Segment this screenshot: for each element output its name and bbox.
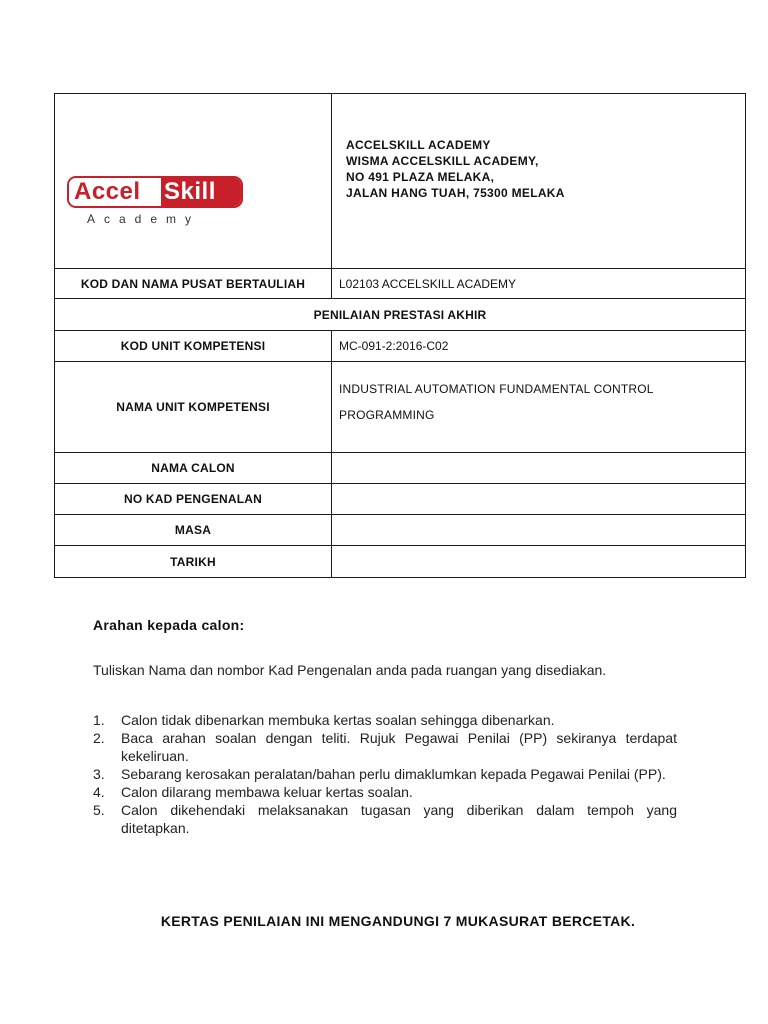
address-line-2: WISMA ACCELSKILL ACADEMY,	[346, 154, 539, 168]
accelskill-logo	[67, 176, 243, 226]
ic-label: NO KAD PENGENALAN	[55, 484, 332, 515]
logo-text-accel: Accel	[69, 178, 166, 206]
list-item-text: Calon dikehendaki melaksanakan tugasan yang diberikan dalam tempoh yang ditetapkan.	[121, 802, 677, 836]
unit-code-label: KOD UNIT KOMPETENSI	[55, 331, 332, 362]
center-label: KOD DAN NAMA PUSAT BERTAULIAH	[55, 269, 332, 299]
center-row	[55, 269, 746, 299]
list-item-text: Calon dilarang membawa keluar kertas soalan.	[121, 784, 413, 800]
address-cell	[332, 94, 746, 269]
address-line-4: JALAN HANG TUAH, 75300 MELAKA	[346, 186, 565, 200]
center-value: L02103 ACCELSKILL ACADEMY	[332, 269, 746, 299]
time-row	[55, 515, 746, 546]
address-line-1: ACCELSKILL ACADEMY	[346, 138, 491, 152]
list-item	[93, 801, 677, 837]
list-item-number: 2.	[93, 730, 105, 746]
candidate-row	[55, 453, 746, 484]
time-label: MASA	[55, 515, 332, 546]
list-item-number: 5.	[93, 802, 105, 818]
unit-code-value: MC-091-2:2016-C02	[332, 331, 746, 362]
unit-name-value	[332, 362, 746, 453]
assessment-form-table	[54, 93, 746, 578]
date-label: TARIKH	[55, 546, 332, 578]
candidate-field[interactable]	[332, 453, 746, 484]
list-item	[93, 783, 677, 801]
header-row	[55, 94, 746, 269]
list-item	[93, 729, 677, 765]
list-item	[93, 711, 677, 729]
list-item-number: 1.	[93, 712, 105, 728]
ic-row	[55, 484, 746, 515]
unit-name-row	[55, 362, 746, 453]
candidate-label: NAMA CALON	[55, 453, 332, 484]
list-item-number: 4.	[93, 784, 105, 800]
logo-subtitle: Academy	[87, 212, 201, 226]
logo-box	[67, 176, 243, 208]
unit-name-line-1: INDUSTRIAL AUTOMATION FUNDAMENTAL CONTROL	[339, 382, 654, 396]
list-item-text: Sebarang kerosakan peralatan/bahan perlu dimaklumkan kepada Pegawai Penilai (PP).	[121, 766, 666, 782]
logo-cell	[55, 94, 332, 269]
list-item-text: Baca arahan soalan dengan teliti. Rujuk Pegawai Penilai (PP) sekiranya terdapat kekeliruan.	[121, 730, 677, 764]
date-field[interactable]	[332, 546, 746, 578]
unit-code-row	[55, 331, 746, 362]
date-row	[55, 546, 746, 578]
address-line-3: NO 491 PLAZA MELAKA,	[346, 170, 495, 184]
list-item	[93, 765, 677, 783]
rules-list	[93, 711, 677, 837]
instructions-title: Arahan kepada calon:	[93, 617, 245, 633]
section-title-row	[55, 299, 746, 331]
time-field[interactable]	[332, 515, 746, 546]
page-count-note: KERTAS PENILAIAN INI MENGANDUNGI 7 MUKASURAT BERCETAK.	[160, 913, 636, 929]
ic-field[interactable]	[332, 484, 746, 515]
list-item-text: Calon tidak dibenarkan membuka kertas soalan sehingga dibenarkan.	[121, 712, 555, 728]
instructions-intro: Tuliskan Nama dan nombor Kad Pengenalan anda pada ruangan yang disediakan.	[93, 662, 607, 678]
logo-text-skill: Skill	[161, 178, 241, 206]
section-title: PENILAIAN PRESTASI AKHIR	[55, 299, 746, 331]
unit-name-line-2: PROGRAMMING	[339, 408, 435, 422]
unit-name-label: NAMA UNIT KOMPETENSI	[55, 362, 332, 453]
list-item-number: 3.	[93, 766, 105, 782]
